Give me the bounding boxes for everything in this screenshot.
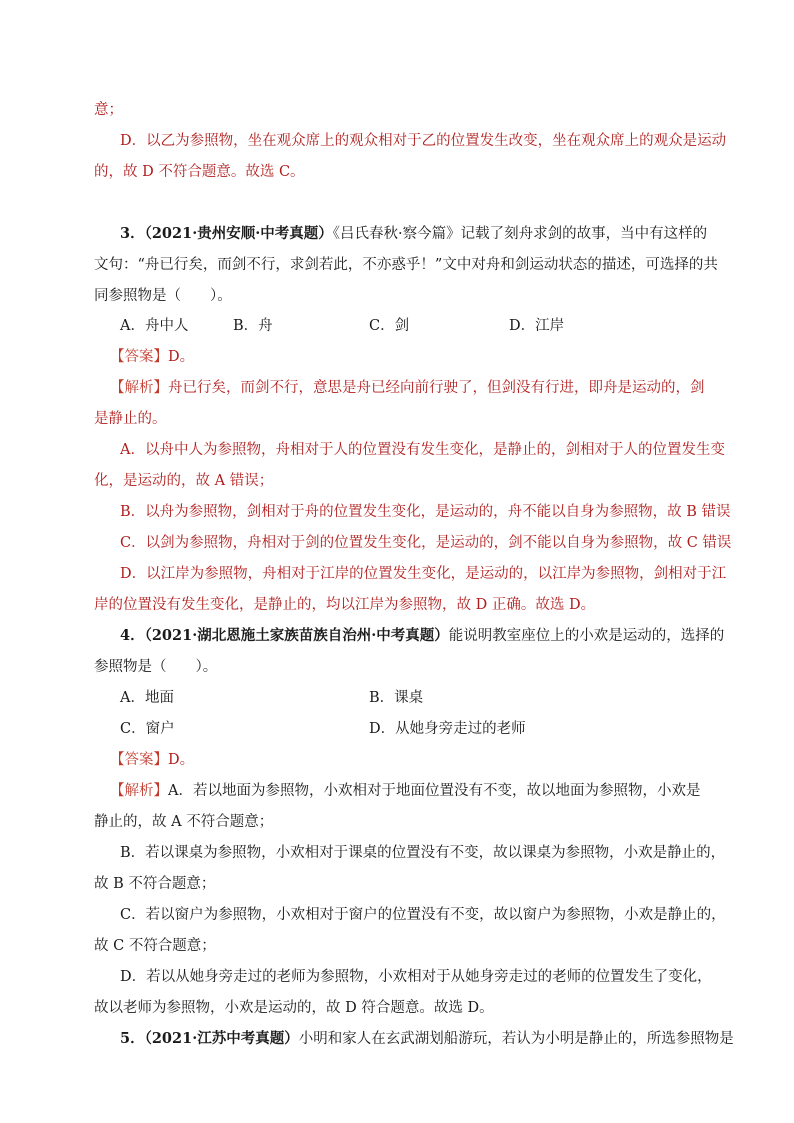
analysis-text: A．以舟中人为参照物，舟相对于人的位置没有发生变化，是静止的，剑相对于人的位置发生变 xyxy=(120,442,725,458)
answer-value: D。 xyxy=(168,349,195,365)
analysis-text: 故 C 不符合题意； xyxy=(94,938,216,954)
analysis-text: D．若以从她身旁走过的老师为参照物，小欢相对于从她身旁走过的老师的位置发生了变化， xyxy=(120,969,712,985)
analysis-text: 故以老师为参照物，小欢是运动的，故 D 符合题意。故选 D。 xyxy=(94,1000,494,1016)
text-line: 意； xyxy=(94,102,123,118)
option-b: B．舟 xyxy=(233,318,273,334)
question-number: 5． xyxy=(120,1030,145,1047)
option-c: C．窗户 xyxy=(120,721,175,737)
analysis-label: 【解析】 xyxy=(110,783,168,799)
question-4-header xyxy=(120,626,724,646)
analysis-text: 故 B 不符合题意； xyxy=(94,876,216,892)
answer-value: D。 xyxy=(168,752,195,768)
question-text: 能说明教室座位上的小欢是运动的，选择的 xyxy=(448,628,725,644)
answer-label: 【答案】 xyxy=(110,752,168,768)
analysis-text: 是静止的。 xyxy=(94,411,167,427)
analysis-text: C．若以窗户为参照物，小欢相对于窗户的位置没有不变，故以窗户为参照物，小欢是静止的， xyxy=(120,907,726,923)
answer-label: 【答案】 xyxy=(110,349,168,365)
question-text: 文句：“舟已行矣，而剑不行，求剑若此，不亦惑乎！”文中对舟和剑运动状态的描述，可选择的共 xyxy=(94,257,718,273)
option-c: C．剑 xyxy=(369,318,410,334)
analysis-text: B．若以课桌为参照物，小欢相对于课桌的位置没有不变，故以课桌为参照物，小欢是静止的， xyxy=(120,845,726,861)
option-b: B．课桌 xyxy=(369,690,424,706)
option-d: D．从她身旁走过的老师 xyxy=(369,721,526,737)
question-text: 小明和家人在玄武湖划船游玩，若认为小明是静止的，所选参照物是 xyxy=(298,1031,734,1047)
question-source: （2021·江苏中考真题） xyxy=(144,1030,299,1047)
text-line: 的，故 D 不符合题意。故选 C。 xyxy=(94,164,305,180)
question-number: 3． xyxy=(120,225,145,242)
analysis-text: 岸的位置没有发生变化，是静止的，均以江岸为参照物，故 D 正确。故选 D。 xyxy=(94,597,596,613)
analysis-text: 静止的，故 A 不符合题意； xyxy=(94,814,274,830)
question-text: 《吕氏春秋·察今篇》记载了刻舟求剑的故事，当中有这样的 xyxy=(332,226,708,242)
analysis-text: A．若以地面为参照物，小欢相对于地面位置没有不变，故以地面为参照物，小欢是 xyxy=(168,783,701,799)
option-a: A．地面 xyxy=(120,690,174,706)
analysis-text: B．以舟为参照物，剑相对于舟的位置发生变化，是运动的，舟不能以自身为参照物，故 B 错误 xyxy=(120,504,731,520)
question-number: 4． xyxy=(120,627,145,644)
analysis-text: 化，是运动的，故 A 错误； xyxy=(94,473,274,489)
question-text: 参照物是（ ）。 xyxy=(94,659,218,675)
analysis-text: C．以剑为参照物，舟相对于剑的位置发生变化，是运动的，剑不能以自身为参照物，故 C 错误 xyxy=(120,535,732,551)
question-source: （2021·贵州安顺·中考真题） xyxy=(144,225,333,242)
question-3-header xyxy=(120,224,707,244)
analysis-text: D．以江岸为参照物，舟相对于江岸的位置发生变化，是运动的，以江岸为参照物，剑相对于江 xyxy=(120,566,727,582)
option-d: D．江岸 xyxy=(509,318,565,334)
analysis-label: 【解析】 xyxy=(110,380,168,396)
analysis-text: 舟已行矣，而剑不行，意思是舟已经向前行驶了，但剑没有行进，即舟是运动的，剑 xyxy=(168,380,705,396)
text-line: D．以乙为参照物，坐在观众席上的观众相对于乙的位置发生改变，坐在观众席上的观众是运动 xyxy=(120,133,727,149)
option-a: A．舟中人 xyxy=(120,318,189,334)
answer-line xyxy=(110,750,194,770)
analysis-line xyxy=(110,781,700,801)
question-text: 同参照物是（ ）。 xyxy=(94,288,232,304)
question-source: （2021·湖北恩施土家族苗族自治州·中考真题） xyxy=(144,627,449,644)
question-5-header xyxy=(120,1029,734,1049)
answer-line xyxy=(110,347,194,367)
analysis-line xyxy=(110,378,705,398)
